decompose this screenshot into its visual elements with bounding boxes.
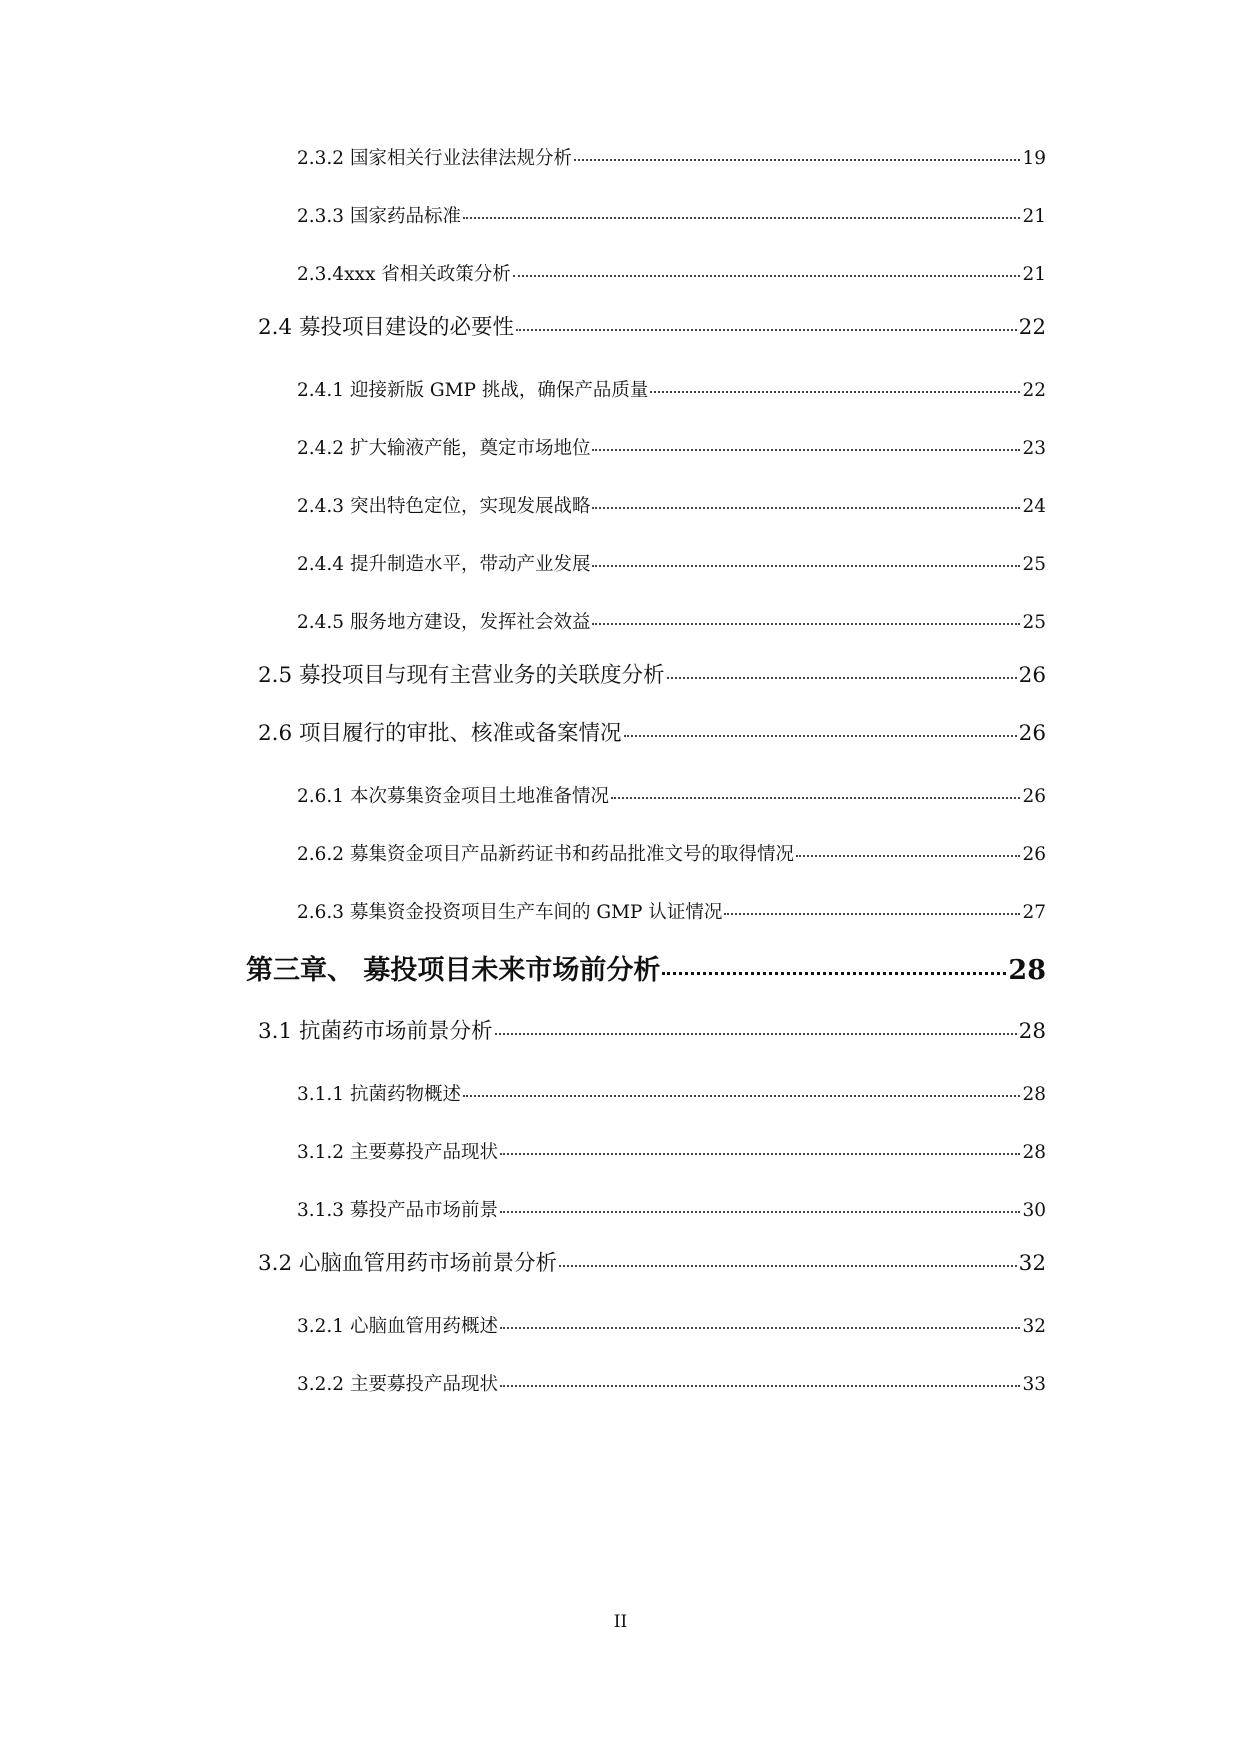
toc-entry-title: 3.2.1 心脑血管用药概述: [297, 1316, 498, 1337]
toc-entry-title: 3.1.3 募投产品市场前景: [297, 1200, 498, 1221]
toc-entry-page-number: 22: [1018, 315, 1046, 340]
toc-entry-page-number: 27: [1022, 902, 1046, 923]
toc-entry-title: 2.4 募投项目建设的必要性: [258, 315, 515, 340]
toc-dot-leader: [592, 565, 1020, 567]
toc-entry-page-number: 26: [1022, 844, 1046, 865]
toc-entry-title: 2.3.3 国家药品标准: [297, 206, 461, 227]
toc-entry-page-number: 26: [1022, 786, 1046, 807]
toc-entry-title: 2.4.5 服务地方建设，发挥社会效益: [297, 612, 591, 633]
toc-entry-title: 3.2 心脑血管用药市场前景分析: [258, 1251, 558, 1276]
toc-entry-page-number: 19: [1022, 148, 1046, 169]
toc-entry-page-number: 30: [1022, 1200, 1046, 1221]
toc-subsection-entry[interactable]: [297, 1080, 1046, 1106]
toc-dot-leader: [500, 1385, 1020, 1387]
toc-subsection-entry[interactable]: [297, 376, 1046, 402]
toc-dot-leader: [574, 159, 1020, 161]
toc-subsection-entry[interactable]: [297, 202, 1046, 228]
toc-entry-page-number: 32: [1022, 1316, 1046, 1337]
toc-entry-title: 2.6.3 募集资金投资项目生产车间的 GMP 认证情况: [297, 902, 723, 923]
toc-entry-title: 2.4.1 迎接新版 GMP 挑战，确保产品质量: [297, 380, 649, 401]
toc-subsection-entry[interactable]: [297, 144, 1046, 170]
toc-entry-page-number: 24: [1022, 496, 1046, 517]
toc-dot-leader: [650, 391, 1020, 393]
toc-entry-page-number: 21: [1022, 206, 1046, 227]
toc-dot-leader: [611, 797, 1020, 799]
page-number: II: [613, 1612, 628, 1632]
toc-dot-leader: [592, 507, 1020, 509]
toc-entry-page-number: 32: [1018, 1251, 1046, 1276]
toc-entry-page-number: 26: [1018, 721, 1046, 746]
toc-subsection-entry[interactable]: [297, 1370, 1046, 1396]
toc-entry-title: 2.6 项目履行的审批、核准或备案情况: [258, 721, 622, 746]
toc-dot-leader: [592, 623, 1020, 625]
toc-entry-title: 2.4.2 扩大输液产能，奠定市场地位: [297, 438, 591, 459]
toc-subsection-entry[interactable]: [297, 434, 1046, 460]
toc-entry-page-number: 28: [1022, 1142, 1046, 1163]
toc-section-entry[interactable]: [258, 658, 1046, 689]
toc-subsection-entry[interactable]: [297, 1196, 1046, 1222]
toc-dot-leader: [796, 855, 1020, 857]
toc-dot-leader: [662, 972, 1006, 975]
toc-entry-title: 2.5 募投项目与现有主营业务的关联度分析: [258, 663, 665, 688]
toc-entry-title: 2.3.4xxx 省相关政策分析: [297, 264, 511, 285]
toc-dot-leader: [500, 1153, 1020, 1155]
toc-section-entry[interactable]: [258, 1014, 1046, 1045]
toc-entry-page-number: 25: [1022, 554, 1046, 575]
toc-dot-leader: [592, 449, 1020, 451]
toc-dot-leader: [463, 217, 1020, 219]
toc-entry-page-number: 25: [1022, 612, 1046, 633]
toc-dot-leader: [624, 735, 1017, 737]
toc-entry-title: 3.1 抗菌药市场前景分析: [258, 1019, 493, 1044]
toc-entry-page-number: 26: [1018, 663, 1046, 688]
toc-dot-leader: [559, 1265, 1017, 1267]
toc-subsection-entry[interactable]: [297, 840, 1046, 866]
toc-entry-title: 第三章、 募投项目未来市场前分析: [246, 955, 661, 986]
toc-entry-page-number: 21: [1022, 264, 1046, 285]
toc-section-entry[interactable]: [258, 1246, 1046, 1277]
toc-entry-page-number: 28: [1008, 955, 1046, 986]
toc-entry-page-number: 22: [1022, 380, 1046, 401]
toc-subsection-entry[interactable]: [297, 782, 1046, 808]
toc-entry-title: 2.6.1 本次募集资金项目土地准备情况: [297, 786, 609, 807]
toc-section-entry[interactable]: [258, 716, 1046, 747]
toc-entry-page-number: 33: [1022, 1374, 1046, 1395]
toc-subsection-entry[interactable]: [297, 550, 1046, 576]
toc-dot-leader: [516, 329, 1017, 331]
toc-entry-title: 3.1.1 抗菌药物概述: [297, 1084, 461, 1105]
toc-section-entry[interactable]: [258, 310, 1046, 341]
toc-subsection-entry[interactable]: [297, 492, 1046, 518]
toc-dot-leader: [724, 913, 1020, 915]
toc-chapter-entry[interactable]: [246, 948, 1046, 987]
toc-entry-page-number: 28: [1022, 1084, 1046, 1105]
toc-dot-leader: [513, 275, 1021, 277]
toc-dot-leader: [495, 1033, 1017, 1035]
toc-subsection-entry[interactable]: [297, 898, 1046, 924]
toc-entry-title: 3.1.2 主要募投产品现状: [297, 1142, 498, 1163]
toc-dot-leader: [667, 677, 1017, 679]
toc-subsection-entry[interactable]: [297, 1312, 1046, 1338]
toc-entry-page-number: 23: [1022, 438, 1046, 459]
toc-entry-title: 2.4.3 突出特色定位，实现发展战略: [297, 496, 591, 517]
toc-dot-leader: [500, 1211, 1020, 1213]
toc-dot-leader: [463, 1095, 1020, 1097]
toc-subsection-entry[interactable]: [297, 608, 1046, 634]
toc-subsection-entry[interactable]: [297, 1138, 1046, 1164]
toc-entry-title: 2.6.2 募集资金项目产品新药证书和药品批准文号的取得情况: [297, 844, 794, 865]
toc-entry-title: 2.3.2 国家相关行业法律法规分析: [297, 148, 572, 169]
toc-entry-title: 3.2.2 主要募投产品现状: [297, 1374, 498, 1395]
toc-entry-page-number: 28: [1018, 1019, 1046, 1044]
toc-subsection-entry[interactable]: [297, 260, 1046, 286]
toc-entry-title: 2.4.4 提升制造水平，带动产业发展: [297, 554, 591, 575]
toc-dot-leader: [500, 1327, 1020, 1329]
